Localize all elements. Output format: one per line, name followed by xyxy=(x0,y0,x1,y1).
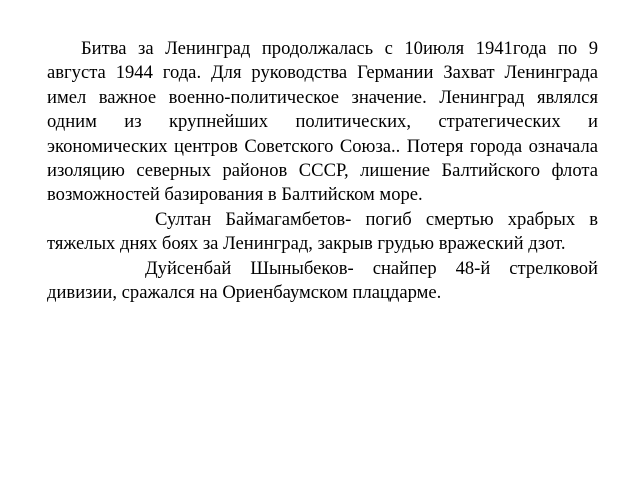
document-body xyxy=(47,37,598,305)
paragraph-duisenbai-shynybekov: Дуйсенбай Шыныбеков- снайпер 48-й стрелковой дивизии, сражался на Ориенбаумском плацдарме. xyxy=(47,257,598,304)
paragraph-leningrad-battle: Битва за Ленинград продолжалась с 10июля 1941года по 9 августа 1944 года. Для руководства Германии Захват Ленинграда имел важное военно-политическое значение. Ленинград являлся одним из крупнейших политических, стратегических и экономических центров Советского Союза.. Потеря города означала изоляцию северных районов СССР, лишение Балтийского флота возможностей базирования в Балтийском море. xyxy=(47,38,598,206)
paragraph-sultan-baimagambetov: Султан Баймагамбетов- погиб смертью храбрых в тяжелых днях боях за Ленинград, закрыв грудью вражеский дзот. xyxy=(47,208,598,255)
